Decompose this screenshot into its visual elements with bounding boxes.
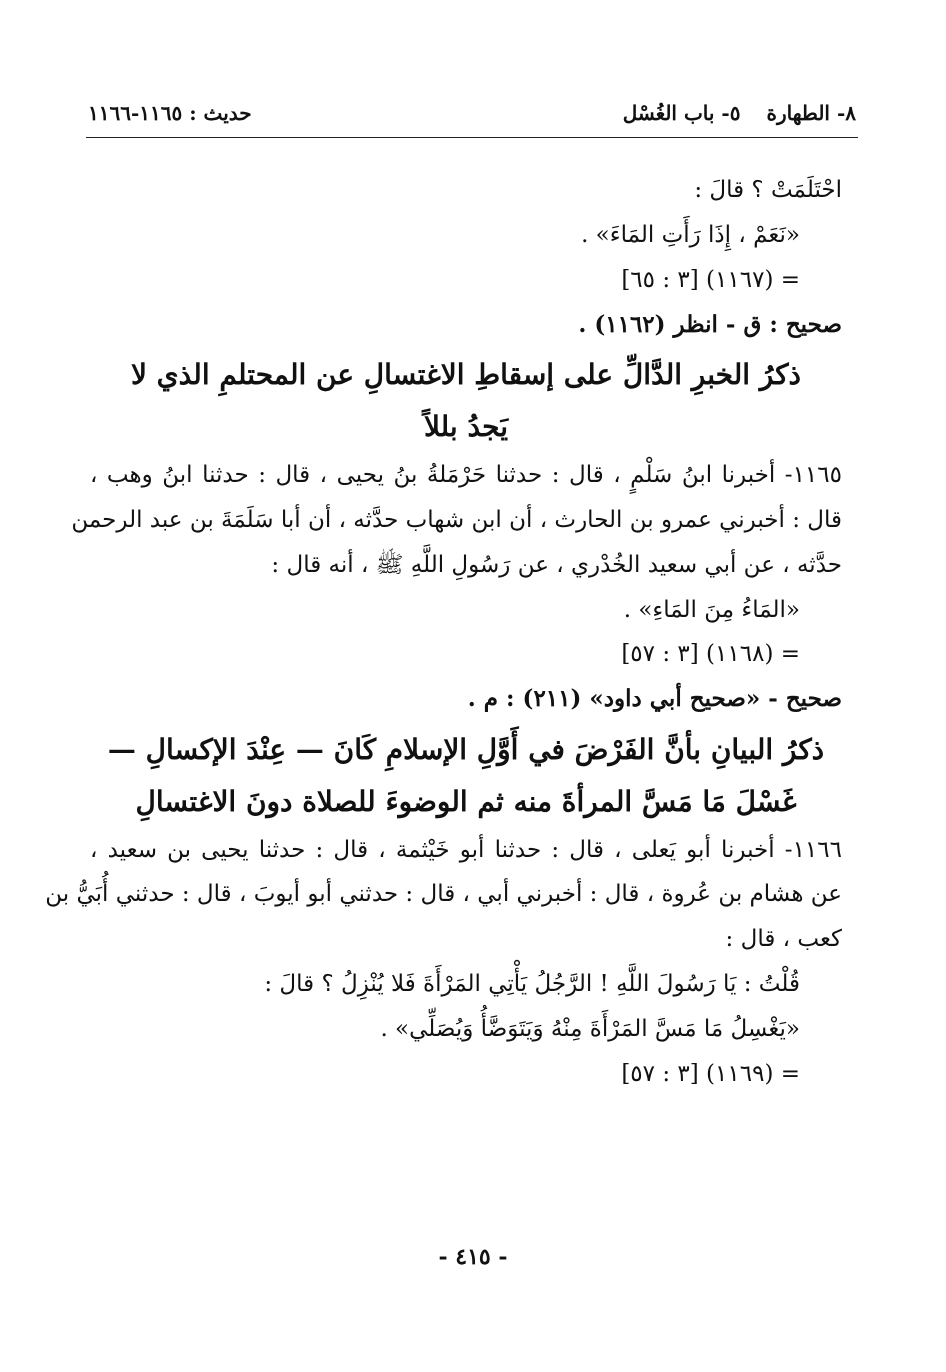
hadith-1165-line-1: ١١٦٥- أخبرنا ابنُ سَلْمٍ ، قال : حدثنا حَرْمَلةُ بنُ يحيى ، قال : حدثنا ابنُ وهب ، xyxy=(90,461,842,488)
reference-line: = (١١٦٧) [٣ : ٦٥] xyxy=(621,266,800,293)
hadith-1165-line-2: قال : أخبرني عمرو بن الحارث ، أن ابن شهاب حدَّثه ، أن أبا سَلَمَةَ بن عبد الرحمن xyxy=(71,506,842,533)
text-line: احْتَلَمَتْ ؟ قالَ : xyxy=(694,177,842,203)
hadith-1165-line-3: حدَّثه ، عن أبي سعيد الخُدْري ، عن رَسُولِ اللَّهِ ﷺ ، أنه قال : xyxy=(271,551,842,578)
page-number: - ٤١٥ - xyxy=(438,1244,508,1270)
page-body xyxy=(45,168,842,1097)
grading-line: صحيح : ق - انظر (١١٦٢) . xyxy=(578,310,842,338)
hadith-1166-answer: «يَغْسِلُ مَا مَسَّ المَرْأَةَ مِنْهُ وَيَتَوَضَّأُ وَيُصَلِّي» . xyxy=(380,1016,800,1042)
hadith-1166-question: قُلْتُ : يَا رَسُولَ اللَّهِ ! الرَّجُلُ يَأْتِي المَرْأَةَ فَلا يُنْزِلُ ؟ قالَ : xyxy=(264,971,800,998)
quote-line: «نَعَمْ ، إِذَا رَأَتِ المَاءَ» . xyxy=(581,221,800,248)
chapter-heading-1-line-2: يَجدُ بللاً xyxy=(423,410,509,444)
hadith-1166-line-1: ١١٦٦- أخبرنا أبو يَعلى ، قال : حدثنا أبو خَيْثمة ، قال : حدثنا يحيى بن سعيد ، xyxy=(90,836,842,863)
chapter-heading-2-line-1: ذكرُ البيانِ بأنَّ الفَرْضَ في أَوَّلِ الإسلامِ كَانَ — عِنْدَ الإكسالِ — xyxy=(107,733,825,767)
header-right-group xyxy=(623,101,856,125)
hadith-1166-reference: = (١١٦٩) [٣ : ٥٧] xyxy=(621,1060,800,1087)
section-title: ٥- باب الغُسْل xyxy=(622,101,741,125)
hadith-range: حديث : ١١٦٥-١١٦٦ xyxy=(88,101,252,125)
hadith-1166-line-2: عن هشام بن عُروة ، قال : أخبرني أبي ، قال : حدثني أبو أيوبَ ، قال : حدثني أُبَيُّ بن xyxy=(45,881,842,908)
chapter-heading-2-line-2: غَسْلَ مَا مَسَّ المرأةَ منه ثم الوضوءَ للصلاة دونَ الاغتسالِ xyxy=(135,784,797,818)
header-divider xyxy=(86,137,858,138)
chapter-title: ٨- الطهارة xyxy=(766,101,856,125)
hadith-1166-line-3: كعب ، قال : xyxy=(725,926,842,953)
hadith-1165-reference: = (١١٦٨) [٣ : ٥٧] xyxy=(621,641,800,668)
running-header xyxy=(88,93,856,133)
hadith-1165-quote: «المَاءُ مِنَ المَاءِ» . xyxy=(623,596,800,623)
hadith-1165-grading: صحيح - «صحيح أبي داود» (٢١١) : م . xyxy=(467,685,842,713)
chapter-heading-1-line-1: ذكرُ الخبرِ الدَّالِّ على إسقاطِ الاغتسالِ عن المحتلمِ الذي لا xyxy=(130,358,802,392)
